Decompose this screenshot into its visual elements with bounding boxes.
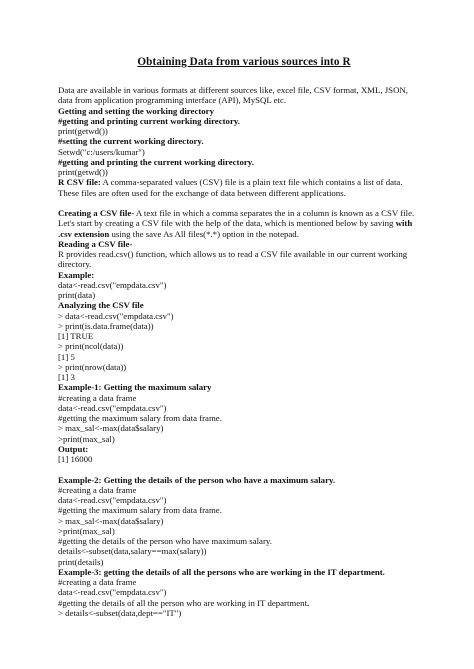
- text-line: [1] TRUE: [58, 331, 94, 341]
- text-line: #creating a data frame: [58, 392, 137, 403]
- last-comment-period: .: [307, 597, 310, 608]
- final-code-line: > details<-subset(data,dept=="IT"): [58, 607, 182, 618]
- text-line: print(details): [58, 556, 104, 567]
- csv-intro-line-1: [58, 177, 430, 187]
- paragraph-gap: [58, 464, 430, 474]
- text-line: #getting the maximum salary from data frame.: [58, 413, 222, 423]
- creating-text: A text file in which a comma separates the in a column is known as a CSV file.: [134, 208, 415, 218]
- text-line: Data are available in various formats at different sources like, excel file, CSV format, XML, JSON,: [58, 85, 408, 95]
- heading-line: #getting and printing the current working directory.: [58, 156, 254, 167]
- text-line: Setwd("c:/users/kumar"): [58, 146, 145, 157]
- text-line: [1] 5: [58, 351, 75, 362]
- document-body: [58, 85, 430, 618]
- heading-line: #getting and printing current working directory.: [58, 115, 240, 126]
- text-line: [1] 3: [58, 372, 75, 382]
- text-line: print(getwd()): [58, 167, 108, 177]
- creating-label: Creating a CSV file-: [58, 208, 135, 218]
- text-line: data<-read.csv("empdata.csv"): [58, 587, 167, 598]
- csv-intro-text: A comma-separated values (CSV) file is a plain text file which contains a list of data.: [100, 177, 403, 188]
- heading-line: Example-3: getting the details of all the persons who are working in the IT department.: [58, 566, 385, 577]
- heading-line: Reading a CSV file-: [58, 238, 133, 249]
- csv-intro-line-2: These files are often used for the exchange of data between different applications.: [58, 187, 346, 198]
- heading-line: Getting and setting the working directory: [58, 105, 214, 116]
- heading-line: Example-1: Getting the maximum salary: [58, 382, 212, 393]
- text-line: data<-read.csv("empdata.csv"): [58, 279, 167, 290]
- text-line: > print(nrow(data)): [58, 361, 127, 372]
- last-comment-line: [58, 598, 430, 608]
- paragraph-gap: [58, 198, 430, 208]
- creating-line-2: [58, 218, 430, 228]
- text-line: #creating a data frame: [58, 577, 137, 587]
- heading-line: #setting the current working directory.: [58, 136, 204, 147]
- heading-line: Output:: [58, 443, 89, 454]
- text-line: [1] 16000: [58, 454, 93, 464]
- creating-line-3-bold: .csv extension: [58, 228, 110, 239]
- text-line: print(getwd()): [58, 126, 108, 136]
- text-line: print(data): [58, 290, 96, 300]
- creating-line-2-text: Let's start by creating a CSV file with the help of the data, which is mentioned below by saving: [58, 218, 396, 229]
- text-line: details<-subset(data,salary==max(salary)): [58, 546, 207, 557]
- text-line: > max_sal<-max(data$salary): [58, 423, 164, 434]
- examples-block: [58, 475, 430, 598]
- text-line: data<-read.csv("empdata.csv"): [58, 402, 167, 413]
- creating-line-3-text: using the save As All files(*.*) option in the notepad.: [109, 228, 299, 239]
- csv-reading-block: [58, 239, 430, 465]
- text-line: > print(is.data.frame(data)): [58, 320, 154, 331]
- text-line: directory.: [58, 259, 92, 270]
- text-line: > data<-read.csv("empdata.csv"): [58, 310, 174, 321]
- last-comment-text: #getting the details of all the person who are working in IT department: [58, 597, 308, 608]
- intro-block: [58, 85, 430, 177]
- heading-line: Example:: [58, 269, 95, 280]
- text-line: #getting the maximum salary from data frame.: [58, 505, 222, 516]
- text-line: #getting the details of the person who have maximum salary.: [58, 536, 272, 546]
- text-line: R provides read.csv() function, which allows us to read a CSV file available in our current working: [58, 249, 408, 259]
- heading-line: Example-2: Getting the details of the person who have a maximum salary.: [58, 474, 336, 485]
- page-title: Obtaining Data from various sources into R: [137, 56, 351, 68]
- creating-line-2-bold: with: [395, 218, 413, 229]
- text-line: #creating a data frame: [58, 484, 137, 495]
- text-line: > max_sal<-max(data$salary): [58, 515, 164, 526]
- heading-line: Analyzing the CSV file: [58, 300, 144, 311]
- csv-intro-label: R CSV file:: [58, 177, 101, 188]
- text-line: data<-read.csv("empdata.csv"): [58, 495, 167, 505]
- creating-line-3: [58, 229, 430, 239]
- text-line: >print(max_sal): [58, 433, 115, 444]
- creating-line-1: [58, 208, 430, 218]
- text-line: > print(ncol(data)): [58, 341, 124, 352]
- text-line: data from application programming interface (API), MySQL etc.: [58, 95, 287, 106]
- text-line: >print(max_sal): [58, 525, 115, 536]
